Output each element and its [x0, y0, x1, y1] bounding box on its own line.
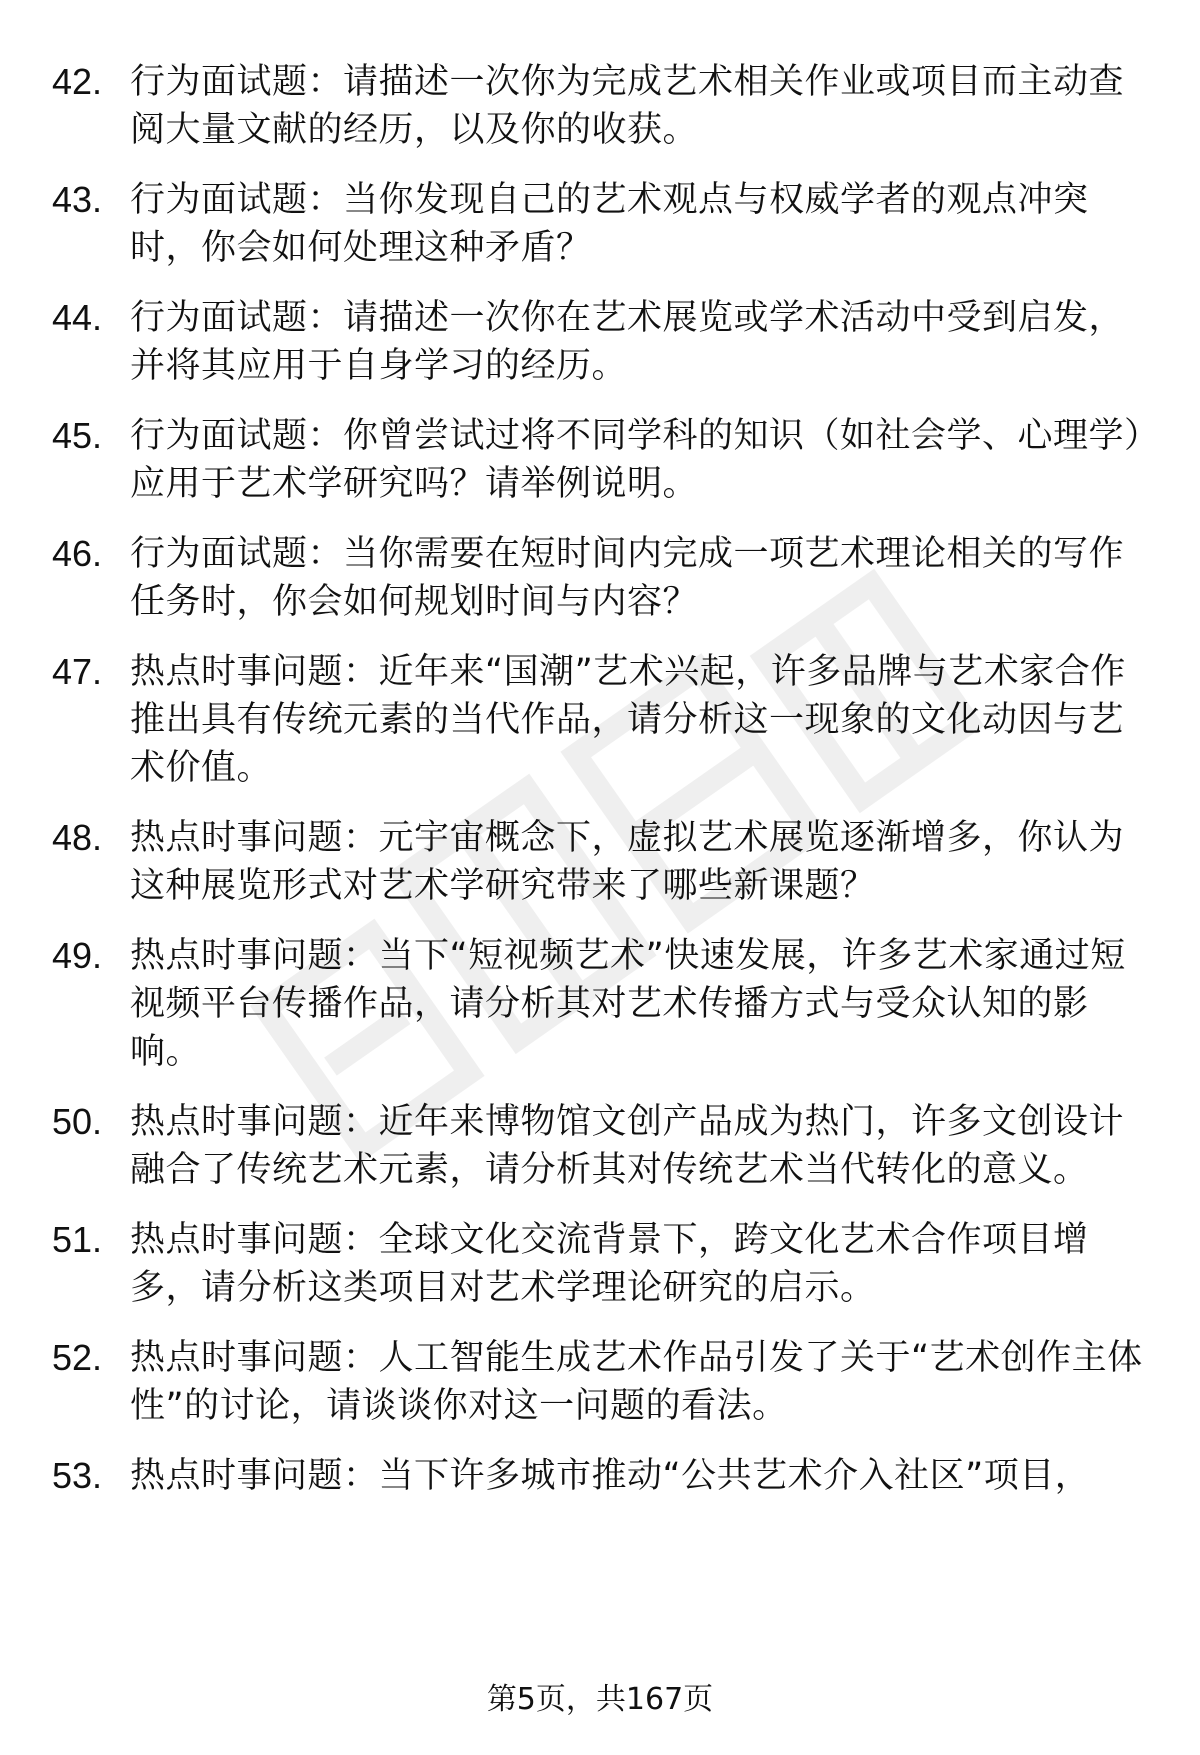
question-number: 53. [52, 1455, 103, 1496]
question-text: 热点时事问题：全球文化交流背景下，跨文化艺术合作项目增多，请分析这类项目对艺术学理论研究的启示。 [130, 1220, 1089, 1308]
question-text: 行为面试题：请描述一次你在艺术展览或学术活动中受到启发，并将其应用于自身学习的经历。 [130, 298, 1125, 386]
question-item-46 [52, 530, 1152, 626]
question-number: 48. [52, 817, 103, 858]
page-number-footer: 第5页，共167页 [486, 1682, 714, 1717]
question-text: 热点时事问题：近年来“国潮”艺术兴起，许多品牌与艺术家合作推出具有传统元素的当代作品，请分析这一现象的文化动因与艺术价值。 [130, 652, 1126, 788]
question-number: 47. [52, 651, 103, 692]
question-item-42 [52, 58, 1152, 154]
question-number: 51. [52, 1219, 103, 1260]
question-item-47 [52, 648, 1152, 792]
question-text: 热点时事问题：元宇宙概念下，虚拟艺术展览逐渐增多，你认为这种展览形式对艺术学研究带来了哪些新课题？ [130, 818, 1125, 906]
question-item-44 [52, 294, 1152, 390]
question-number: 49. [52, 935, 103, 976]
question-number: 44. [52, 297, 103, 338]
question-text: 行为面试题：当你发现自己的艺术观点与权威学者的观点冲突时，你会如何处理这种矛盾？ [130, 180, 1089, 268]
question-text: 热点时事问题：近年来博物馆文创产品成为热门，许多文创设计融合了传统艺术元素，请分析其对传统艺术当代转化的意义。 [130, 1102, 1125, 1190]
question-item-53 [52, 1452, 1152, 1500]
question-number: 46. [52, 533, 103, 574]
question-text: 热点时事问题：当下“短视频艺术”快速发展，许多艺术家通过短视频平台传播作品，请分析其对艺术传播方式与受众认知的影响。 [130, 936, 1126, 1072]
question-text: 热点时事问题：人工智能生成艺术作品引发了关于“艺术创作主体性”的讨论，请谈谈你对这一问题的看法。 [130, 1338, 1143, 1426]
question-number: 45. [52, 415, 103, 456]
question-item-49 [52, 932, 1152, 1076]
question-list [52, 58, 1152, 1522]
question-number: 50. [52, 1101, 103, 1142]
question-text: 热点时事问题：当下许多城市推动“公共艺术介入社区”项目， [130, 1456, 1091, 1496]
question-text: 行为面试题：你曾尝试过将不同学科的知识（如社会学、心理学）应用于艺术学研究吗？请举例说明。 [130, 416, 1143, 504]
question-text: 行为面试题：当你需要在短时间内完成一项艺术理论相关的写作任务时，你会如何规划时间与内容？ [130, 534, 1125, 622]
question-item-51 [52, 1216, 1152, 1312]
question-text: 行为面试题：请描述一次你为完成艺术相关作业或项目而主动查阅大量文献的经历，以及你的收获。 [130, 62, 1125, 150]
question-item-50 [52, 1098, 1152, 1194]
question-item-45 [52, 412, 1152, 508]
question-number: 52. [52, 1337, 103, 1378]
question-item-52 [52, 1334, 1152, 1430]
question-item-43 [52, 176, 1152, 272]
question-number: 42. [52, 61, 103, 102]
question-item-48 [52, 814, 1152, 910]
question-number: 43. [52, 179, 103, 220]
